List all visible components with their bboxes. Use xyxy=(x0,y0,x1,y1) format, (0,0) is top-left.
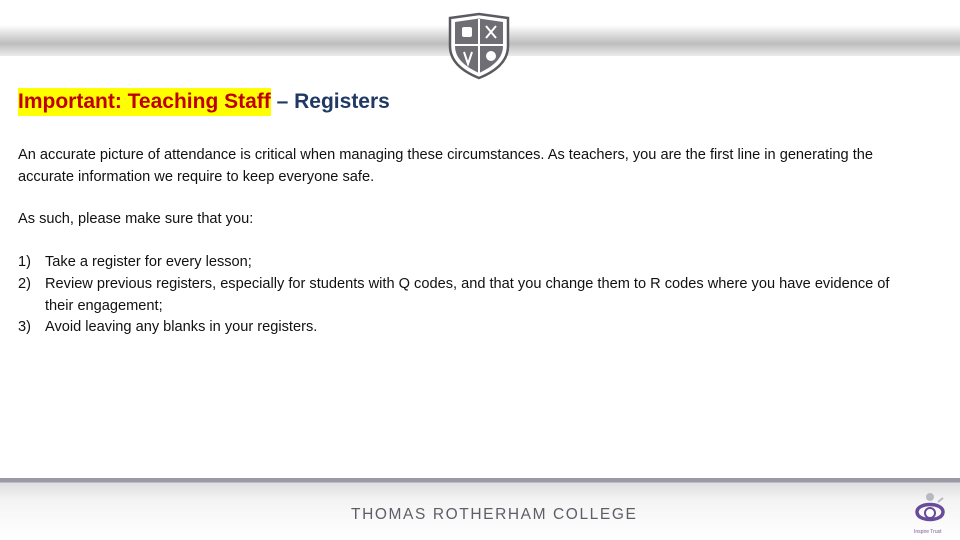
college-crest-icon xyxy=(446,12,512,80)
list-item-text: Review previous registers, especially for students with Q codes, and that you change them to R codes where you have evidence of their engagement; xyxy=(45,275,890,314)
trust-logo-icon xyxy=(910,488,950,528)
list-item xyxy=(18,274,918,318)
checklist xyxy=(18,252,918,339)
list-item-text: Take a register for every lesson; xyxy=(45,254,252,270)
trust-name: Inspire Trust xyxy=(914,529,942,535)
list-item xyxy=(18,317,918,339)
college-name: THOMAS ROTHERHAM COLLEGE xyxy=(351,506,638,523)
list-item-number: 1) xyxy=(18,254,31,270)
list-item-number: 3) xyxy=(18,319,31,336)
list-item xyxy=(18,252,918,274)
instruction-paragraph: As such, please make sure that you: xyxy=(18,211,254,227)
title-rest: – Registers xyxy=(270,90,390,113)
page-title xyxy=(18,90,390,114)
list-item-number: 2) xyxy=(18,275,31,292)
title-highlight: Important: Teaching Staff xyxy=(18,88,271,116)
intro-paragraph: An accurate picture of attendance is critical when managing these circumstances. As teachers, you are the first line in generating the accurate information we require to keep everyone safe. xyxy=(18,147,874,185)
list-item-text: Avoid leaving any blanks in your registers. xyxy=(45,319,318,336)
